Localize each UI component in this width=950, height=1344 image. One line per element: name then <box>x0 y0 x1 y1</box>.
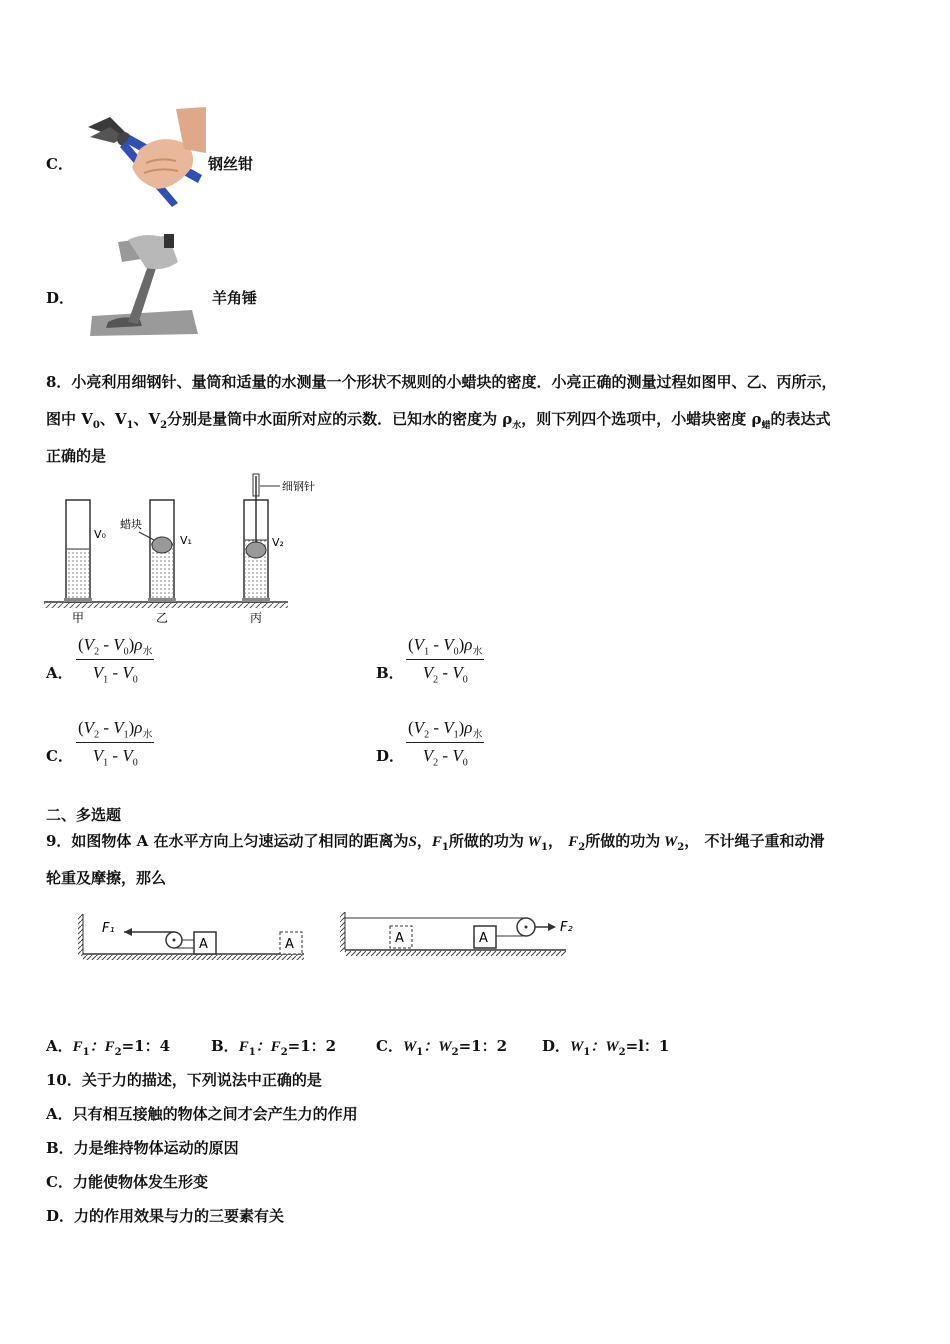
label-wax: 蜡块 <box>120 518 142 531</box>
section2-title: 二、多选题 <box>46 806 122 824</box>
svg-text:A: A <box>285 937 294 952</box>
label-v1: V₁ <box>180 534 192 547</box>
q9-pulley-figure <box>76 906 586 966</box>
label-bing: 丙 <box>250 611 263 625</box>
q7-option-c-letter: C． <box>46 155 73 173</box>
label-jia: 甲 <box>72 611 85 625</box>
svg-text:A: A <box>479 931 488 946</box>
q8-option-d-fraction: $(V_2 - V_1)\rho_水$ $V_2 - V_0$ <box>408 718 483 769</box>
q8-option-c-fraction: $(V_2 - V_1)\rho_水$ $V_1 - V_0$ <box>78 718 153 769</box>
label-f1: F₁ <box>102 921 115 936</box>
q9-option-c: C．$W_1$：$W_2=1$：2 <box>376 1037 508 1058</box>
q8-option-a-letter: A． <box>46 664 73 682</box>
pulley-diagram-left <box>78 914 304 960</box>
label-yi: 乙 <box>156 611 169 625</box>
q7-option-d-label: 羊角锤 <box>212 289 258 307</box>
q9-stem-line1: 9．如图物体 A 在水平方向上匀速运动了相同的距离为S，$F_1$所做的功为 $W_1$， $F_2$所做的功为 $W_2$， 不计绳子重和动滑 <box>46 832 825 853</box>
q8-stem-line3: 正确的是 <box>46 447 107 465</box>
q10-option-b: B．力是维持物体运动的原因 <box>46 1139 239 1157</box>
q10-option-a: A．只有相互接触的物体之间才会产生力的作用 <box>46 1105 358 1123</box>
q8-option-d-letter: D． <box>376 747 405 765</box>
q8-option-b-fraction: $(V_1 - V_0)\rho_水$ $V_2 - V_0$ <box>408 635 483 686</box>
q9-option-b: B．$F_1$：$F_2=1$：2 <box>211 1037 337 1058</box>
q7-option-c-label: 钢丝钳 <box>208 155 254 173</box>
q9-option-d: D．$W_1$：$W_2=l$：1 <box>542 1037 670 1058</box>
pliers-image <box>80 103 208 211</box>
q8-cylinder-figure <box>44 472 334 627</box>
q8-stem-line1: 8．小亮利用细钢针、量筒和适量的水测量一个形状不规则的小蜡块的密度．小亮正确的测量过程如图甲、乙、丙所示， <box>46 373 837 391</box>
label-f2: F₂ <box>560 920 573 935</box>
claw-hammer-image <box>88 232 200 340</box>
q8-stem-line2: 图中 $V_0$、$V_1$、$V_2$分别是量筒中水面所对应的示数．已知水的密度为 $\rho_水$，则下列四个选项中，小蜡块密度 $\rho_蜡$的表达式 <box>46 410 831 431</box>
q7-option-d-letter: D． <box>46 289 75 307</box>
svg-text:A: A <box>199 937 208 952</box>
q10-stem: 10．关于力的描述，下列说法中正确的是 <box>46 1071 322 1089</box>
label-needle: 细钢针 <box>282 480 315 493</box>
q10-option-c: C．力能使物体发生形变 <box>46 1173 208 1191</box>
svg-text:A: A <box>395 931 404 946</box>
q8-option-a-fraction: $(V_2 - V_0)\rho_水$ $V_1 - V_0$ <box>78 635 153 686</box>
label-v2: V₂ <box>272 536 284 549</box>
pulley-diagram-right <box>340 912 573 956</box>
q10-option-d: D．力的作用效果与力的三要素有关 <box>46 1207 285 1225</box>
q9-option-a: A．$F_1$：$F_2=1$：4 <box>46 1037 171 1058</box>
q8-option-c-letter: C． <box>46 747 73 765</box>
q9-stem-line2: 轮重及摩擦，那么 <box>46 869 167 887</box>
q8-option-b-letter: B． <box>376 664 404 682</box>
label-v0: V₀ <box>94 528 106 541</box>
